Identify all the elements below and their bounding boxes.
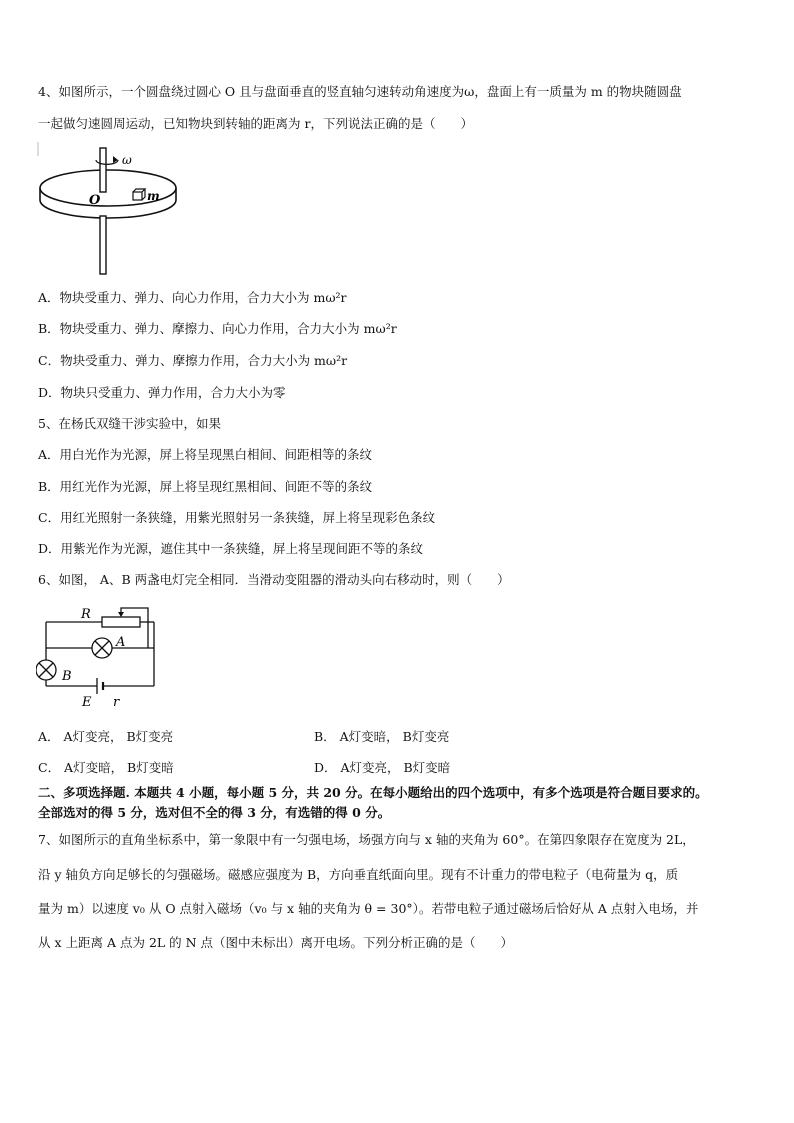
lamp-b-label: B: [62, 669, 72, 684]
q7-stem-line1: 7、如图所示的直角坐标系中，第一象限中有一匀强电场，场强方向与 x 轴的夹角为 60°。在第四象限存在宽度为 2L，: [38, 832, 695, 847]
q7-stem-line4: 从 x 上距离 A 点为 2L 的 N 点（图中未标出）离开电场。下列分析正确的是（ ）: [38, 935, 514, 950]
section2-heading-line2: 全部选对的得 5 分，选对但不全的得 3 分，有选错的得 0 分。: [38, 805, 391, 820]
q7-stem-line3: 量为 m）以速度 v₀ 从 O 点射入磁场（v₀ 与 x 轴的夹角为 θ = 30°）。若带电粒子通过磁场后恰好从 A 点射入电场，并: [38, 901, 699, 916]
q5-stem: 5、在杨氏双缝干涉实验中，如果: [38, 416, 221, 431]
q6-stem: 6、如图， A、B 两盏电灯完全相同．当滑动变阻器的滑动头向右移动时，则（ ）: [38, 572, 510, 587]
circuit-figure: [36, 600, 166, 712]
q5-option-a: A．用白光作为光源，屏上将呈现黑白相间、间距相等的条纹: [38, 447, 373, 462]
lamp-a-label: A: [116, 635, 126, 650]
q5-option-b: B．用红光作为光源，屏上将呈现红黑相间、间距不等的条纹: [38, 479, 373, 494]
center-o-label: O: [89, 193, 101, 208]
q6-option-a: A． A灯变亮， B灯变亮: [38, 729, 174, 744]
q4-option-a: A．物块受重力、弹力、向心力作用，合力大小为 mω²r: [38, 290, 347, 305]
q4-option-d: D．物块只受重力、弹力作用，合力大小为零: [38, 385, 286, 400]
q6-option-d: D． A灯变亮， B灯变暗: [314, 760, 451, 775]
q6-option-c: C． A灯变暗， B灯变暗: [38, 760, 174, 775]
mass-label: m: [147, 189, 160, 203]
q4-option-c: C．物块受重力、弹力、摩擦力作用，合力大小为 mω²r: [38, 353, 348, 368]
q4-stem-line2: 一起做匀速圆周运动，已知物块到转轴的距离为 r，下列说法正确的是（ ）: [38, 116, 473, 131]
q7-stem-line2: 沿 y 轴负方向足够长的匀强磁场。磁感应强度为 B，方向垂直纸面向里。现有不计重力的带电粒子（电荷量为 q，质: [38, 867, 679, 882]
q4-stem-line1: 4、如图所示，一个圆盘绕过圆心 O 且与盘面垂直的竖直轴匀速转动角速度为ω，盘面上有一质量为 m 的物块随圆盘: [38, 84, 682, 99]
internal-r-label: r: [113, 695, 120, 710]
section2-heading-line1: 二、多项选择题. 本题共 4 小题，每小题 5 分，共 20 分。在每小题给出的四个选项中，有多个选项是符合题目要求的。: [38, 785, 708, 800]
rotating-disc-figure: [36, 140, 186, 280]
q6-option-b: B． A灯变暗， B灯变亮: [314, 729, 450, 744]
emf-e-label: E: [82, 695, 92, 710]
q4-option-b: B．物块受重力、弹力、摩擦力、向心力作用，合力大小为 mω²r: [38, 321, 397, 336]
rheostat-r-label: R: [81, 607, 91, 622]
q5-option-c: C．用红光照射一条狭缝，用紫光照射另一条狭缝，屏上将呈现彩色条纹: [38, 510, 436, 525]
omega-label: ω: [122, 153, 132, 167]
q5-option-d: D．用紫光作为光源，遮住其中一条狭缝，屏上将呈现间距不等的条纹: [38, 541, 424, 556]
